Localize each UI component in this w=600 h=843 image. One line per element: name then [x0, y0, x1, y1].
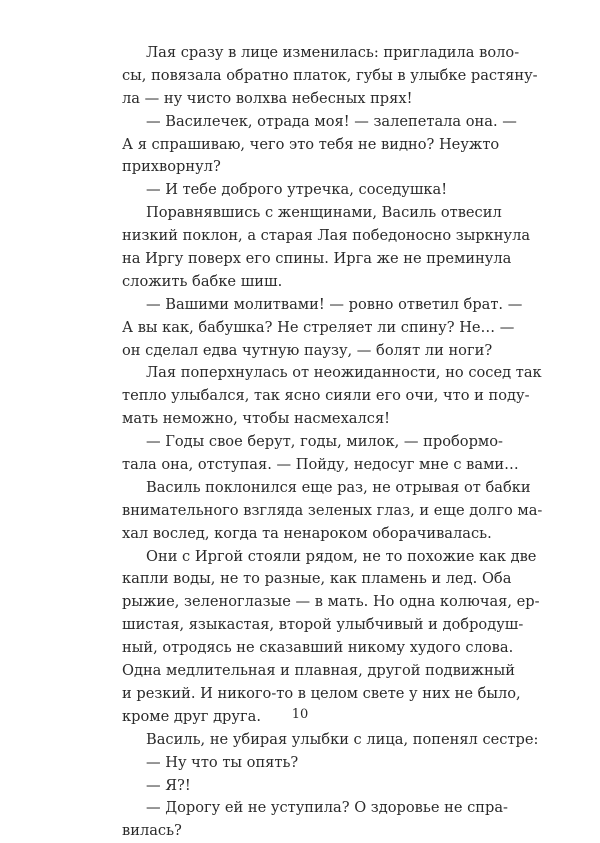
text-line: прихворнул? [122, 158, 221, 176]
text-line: — Ну что ты опять? [146, 753, 299, 771]
text-line: Одна медлительная и плавная, другой подвижный [122, 662, 516, 680]
text-line: ный, отродясь не сказавший никому худого слова. [122, 639, 514, 657]
text-line: Василь поклонился еще раз, не отрывая от бабки [146, 478, 531, 496]
page-number: 10 [291, 707, 309, 722]
text-line: тала она, отступая. — Пойду, недосуг мне с вами… [122, 456, 519, 474]
text-line: внимательного взгляда зеленых глаз, и еще долго ма- [122, 501, 543, 519]
text-line: тепло улыбался, так ясно сияли его очи, что и поду- [122, 387, 530, 405]
text-line: Они с Иргой стояли рядом, не то похожие как две [146, 547, 537, 565]
text-line: Поравнявшись с женщинами, Василь отвесил [146, 204, 502, 222]
text-line: А вы как, бабушка? Не стреляет ли спину? Не… — [122, 318, 515, 336]
text-line: — Вашими молитвами! — ровно ответил брат. — [146, 295, 523, 313]
text-line: — Я?! [146, 776, 191, 794]
text-line: ла — ну чисто волхва небесных прях! [122, 89, 413, 107]
text-line: шистая, языкастая, второй улыбчивый и добродуш- [122, 616, 524, 634]
text-line: мать неможно, чтобы насмехался! [122, 410, 391, 428]
text-line: А я спрашиваю, чего это тебя не видно? Неужто [122, 135, 500, 153]
text-line: он сделал едва чутную паузу, — болят ли ноги? [122, 341, 493, 359]
text-line: — И тебе доброго утречка, соседушка! [146, 181, 448, 199]
text-line: — Дорогу ей не уступила? О здоровье не спра- [146, 799, 508, 817]
text-line: — Годы свое берут, годы, милок, — пробормо- [146, 433, 503, 451]
text-line: — Василечек, отрада моя! — залепетала она. — [146, 112, 517, 130]
text-line: кроме друг друга. [122, 707, 261, 725]
text-line: сложить бабке шиш. [122, 272, 283, 290]
text-line: сы, повязала обратно платок, губы в улыбке растяну- [122, 66, 538, 84]
text-line: и резкий. И никого-то в целом свете у них не было, [122, 684, 521, 702]
text-line: на Иргу поверх его спины. Ирга же не преминула [122, 250, 512, 268]
text-line: Лая поперхнулась от неожиданности, но сосед так [146, 364, 542, 382]
body-text [122, 42, 543, 843]
text-line: Василь, не убирая улыбки с лица, попенял сестре: [146, 730, 539, 748]
text-line: хал вослед, когда та ненароком оборачивалась. [122, 524, 492, 542]
text-line: вилась? [122, 822, 182, 840]
text-line: низкий поклон, а старая Лая победоносно зыркнула [122, 227, 531, 245]
text-line: рыжие, зеленоглазые — в мать. Но одна колючая, ер- [122, 593, 540, 611]
text-line: Лая сразу в лице изменилась: пригладила воло- [146, 44, 520, 61]
text-line: капли воды, не то разные, как пламень и лед. Оба [122, 570, 512, 588]
